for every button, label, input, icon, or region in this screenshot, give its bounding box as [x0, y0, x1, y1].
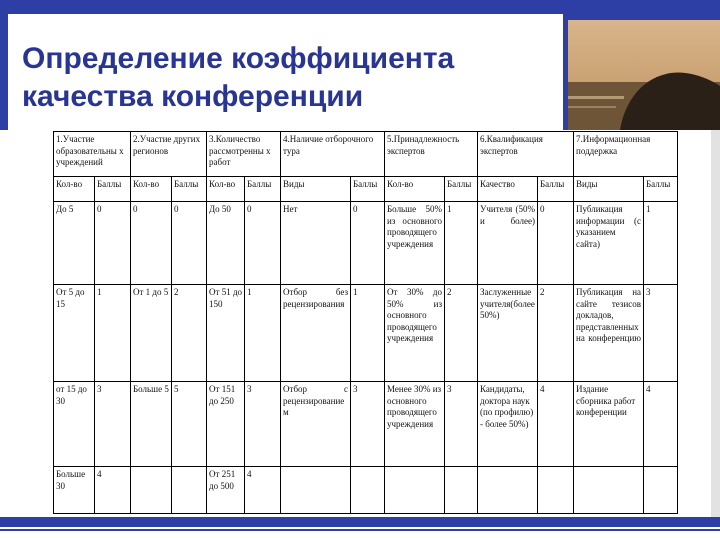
table-cell: 0 — [172, 202, 207, 285]
table-cell: 1 — [445, 202, 478, 285]
right-decor-bar — [711, 130, 720, 520]
table-cell: От 30% до 50% из основного проводящего учреждения — [385, 285, 445, 382]
subheader-cell: Баллы — [538, 177, 574, 202]
table-row — [54, 467, 678, 514]
table-cell: До 50 — [207, 202, 245, 285]
subheader-cell: Баллы — [245, 177, 281, 202]
table-cell: Больше 30 — [54, 467, 95, 514]
table-cell: 2 — [538, 285, 574, 382]
slide-title: Определение коэффициента качества конференции — [22, 42, 455, 113]
table-cell: От 151 до 250 — [207, 382, 245, 467]
table-cell: 1 — [245, 285, 281, 382]
subheader-cell: Виды — [281, 177, 351, 202]
subheader-cell: Баллы — [445, 177, 478, 202]
subheader-cell: Кол-во — [385, 177, 445, 202]
table-cell: 3 — [351, 382, 385, 467]
table-cell — [538, 467, 574, 514]
table-cell: Больше 5 — [131, 382, 172, 467]
table-cell — [385, 467, 445, 514]
table-cell: 3 — [245, 382, 281, 467]
header-cell: 3.Количество рассмотренны х работ — [207, 132, 281, 177]
table-cell: От 51 до 150 — [207, 285, 245, 382]
table-cell: Публикация на сайте тезисов докладов, представленных на конференцию — [574, 285, 644, 382]
table-cell: 1 — [644, 202, 678, 285]
bottom-decor-bar — [0, 517, 720, 527]
subheader-cell: Баллы — [644, 177, 678, 202]
table-cell: 1 — [95, 285, 131, 382]
subheader-cell: Качество — [478, 177, 538, 202]
table-cell — [281, 467, 351, 514]
table-cell: Публикация информации (с указанием сайта) — [574, 202, 644, 285]
table-cell: 4 — [538, 382, 574, 467]
table-cell: 2 — [445, 285, 478, 382]
table-cell: 3 — [95, 382, 131, 467]
table-cell — [351, 467, 385, 514]
subheader-cell: Кол-во — [207, 177, 245, 202]
table-row — [54, 202, 678, 285]
subheader-cell: Баллы — [351, 177, 385, 202]
header-cell: 4.Наличие отборочного тура — [281, 132, 385, 177]
table-cell — [445, 467, 478, 514]
table-cell: 0 — [245, 202, 281, 285]
table-cell: 0 — [131, 202, 172, 285]
subheader-cell: Кол-во — [131, 177, 172, 202]
header-cell: 1.Участие образовательны х учреждений — [54, 132, 131, 177]
table-cell: 5 — [172, 382, 207, 467]
table-cell: Заслуженные учителя(более 50%) — [478, 285, 538, 382]
table-cell: 3 — [644, 285, 678, 382]
table-cell: От 251 до 500 — [207, 467, 245, 514]
table-row — [54, 382, 678, 467]
table-cell: Отбор с рецензированием — [281, 382, 351, 467]
table-cell: 2 — [172, 285, 207, 382]
table-cell: 3 — [445, 382, 478, 467]
table-header-row — [54, 132, 678, 177]
table-cell: Менее 30% из основного проводящего учреждения — [385, 382, 445, 467]
subheader-cell: Кол-во — [54, 177, 95, 202]
table-cell — [644, 467, 678, 514]
table-cell: 4 — [644, 382, 678, 467]
subheader-cell: Баллы — [95, 177, 131, 202]
sunset-photo — [568, 20, 720, 130]
table-cell — [172, 467, 207, 514]
table-cell — [478, 467, 538, 514]
table-cell — [574, 467, 644, 514]
table-row — [54, 285, 678, 382]
table-cell: От 5 до 15 — [54, 285, 95, 382]
quality-criteria-table — [53, 131, 678, 514]
subheader-cell: Виды — [574, 177, 644, 202]
table-cell: 4 — [245, 467, 281, 514]
table-cell: От 1 до 5 — [131, 285, 172, 382]
table-cell: Нет — [281, 202, 351, 285]
header-cell: 6.Квалификация экспертов — [478, 132, 574, 177]
table-cell: 0 — [351, 202, 385, 285]
table-cell: 0 — [95, 202, 131, 285]
table-cell: 0 — [538, 202, 574, 285]
header-cell: 5.Принадлежность экспертов — [385, 132, 478, 177]
table-subheader-row — [54, 177, 678, 202]
header-cell: 7.Информационная поддержка — [574, 132, 678, 177]
table-cell: 1 — [351, 285, 385, 382]
table-cell: Кандидаты, доктора наук (по профилю) - более 50%) — [478, 382, 538, 467]
table-cell: Больше 50% из основного проводящего учреждения — [385, 202, 445, 285]
table-cell: Отбор без рецензирования — [281, 285, 351, 382]
header-cell: 2.Участие других регионов — [131, 132, 207, 177]
table-cell — [131, 467, 172, 514]
table-cell: Учителя (50% и более) — [478, 202, 538, 285]
table-cell: от 15 до 30 — [54, 382, 95, 467]
bottom-decor-line — [0, 529, 720, 531]
table-cell: До 5 — [54, 202, 95, 285]
table-cell: Издание сборника работ конференции — [574, 382, 644, 467]
subheader-cell: Баллы — [172, 177, 207, 202]
table-cell: 4 — [95, 467, 131, 514]
